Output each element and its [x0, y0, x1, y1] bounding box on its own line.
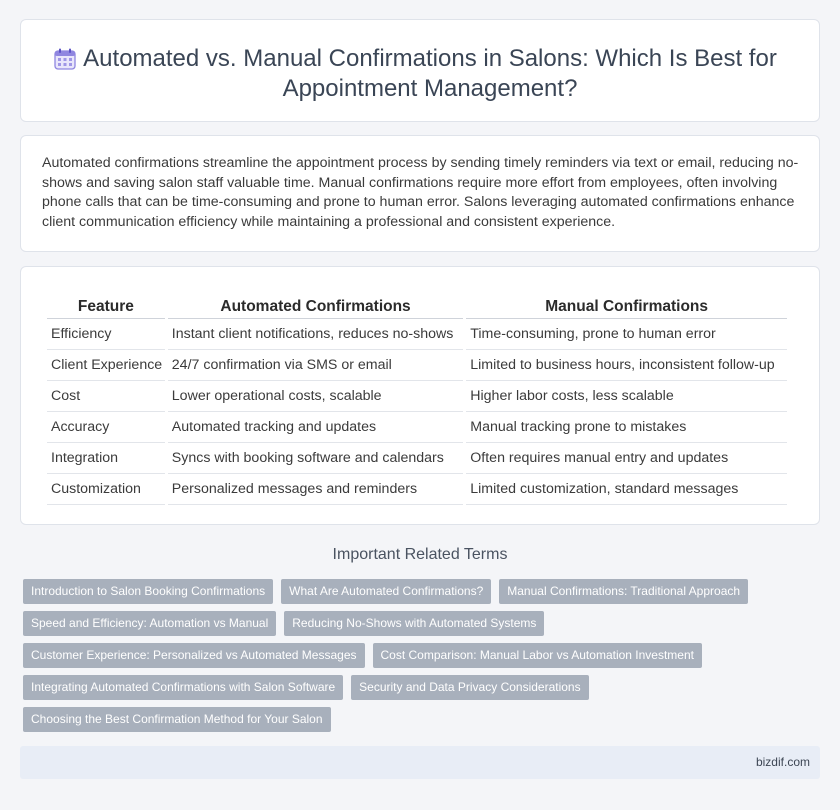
related-term-tag[interactable]: Integrating Automated Confirmations with Salon Software — [23, 675, 343, 700]
related-term-tag[interactable]: Manual Confirmations: Traditional Approach — [499, 579, 748, 604]
manual-cell: Limited customization, standard messages — [466, 474, 787, 505]
table-header-row — [47, 296, 787, 319]
feature-cell: Efficiency — [47, 319, 165, 350]
summary-paragraph: Automated confirmations streamline the appointment process by sending timely reminders via text or email, reducing no-shows and saving salon staff valuable time. Manual confirmations require more effort from employees, often involving phone calls that can be time-consuming and prone to human error. Salons leveraging automated confirmations enhance client communication efficiency while maintaining a professional and consistent experience. — [42, 155, 799, 230]
related-term-tag[interactable]: Reducing No-Shows with Automated Systems — [284, 611, 544, 636]
manual-cell: Time-consuming, prone to human error — [466, 319, 787, 350]
page-title: Automated vs. Manual Confirmations in Salons: Which Is Best for Appointment Management? — [83, 45, 777, 102]
tag-row — [23, 675, 783, 700]
manual-cell: Often requires manual entry and updates — [466, 443, 787, 474]
table-row — [47, 381, 787, 412]
column-header-feature: Feature — [47, 296, 165, 319]
related-term-tag[interactable]: Security and Data Privacy Considerations — [351, 675, 588, 700]
related-terms-tags — [23, 579, 783, 739]
tag-row — [23, 611, 783, 636]
related-term-tag[interactable]: What Are Automated Confirmations? — [281, 579, 491, 604]
feature-cell: Client Experience — [47, 350, 165, 381]
table-row — [47, 412, 787, 443]
table-row — [47, 443, 787, 474]
comparison-table — [44, 296, 790, 505]
feature-cell: Customization — [47, 474, 165, 505]
manual-cell: Manual tracking prone to mistakes — [466, 412, 787, 443]
summary-card — [20, 135, 820, 252]
table-row — [47, 319, 787, 350]
tag-row — [23, 707, 783, 732]
related-term-tag[interactable]: Cost Comparison: Manual Labor vs Automation Investment — [373, 643, 703, 668]
feature-cell: Accuracy — [47, 412, 165, 443]
tag-row — [23, 643, 783, 668]
related-term-tag[interactable]: Speed and Efficiency: Automation vs Manual — [23, 611, 276, 636]
automated-cell: Automated tracking and updates — [168, 412, 463, 443]
automated-cell: Syncs with booking software and calendars — [168, 443, 463, 474]
automated-cell: 24/7 confirmation via SMS or email — [168, 350, 463, 381]
feature-cell: Cost — [47, 381, 165, 412]
related-term-tag[interactable]: Choosing the Best Confirmation Method for Your Salon — [23, 707, 331, 732]
comparison-table-card — [20, 266, 820, 525]
manual-cell: Limited to business hours, inconsistent follow-up — [466, 350, 787, 381]
column-header-manual: Manual Confirmations — [466, 296, 787, 319]
table-row — [47, 350, 787, 381]
related-term-tag[interactable]: Introduction to Salon Booking Confirmations — [23, 579, 273, 604]
title-card — [20, 19, 820, 122]
related-terms-heading: Important Related Terms — [332, 546, 508, 563]
related-term-tag[interactable]: Customer Experience: Personalized vs Automated Messages — [23, 643, 365, 668]
automated-cell: Personalized messages and reminders — [168, 474, 463, 505]
tag-row — [23, 579, 783, 604]
footer-site-link[interactable]: bizdif.com — [755, 755, 810, 769]
footer — [20, 746, 820, 779]
column-header-automated: Automated Confirmations — [168, 296, 463, 319]
manual-cell: Higher labor costs, less scalable — [466, 381, 787, 412]
table-row — [47, 474, 787, 505]
automated-cell: Instant client notifications, reduces no-shows — [168, 319, 463, 350]
feature-cell: Integration — [47, 443, 165, 474]
automated-cell: Lower operational costs, scalable — [168, 381, 463, 412]
